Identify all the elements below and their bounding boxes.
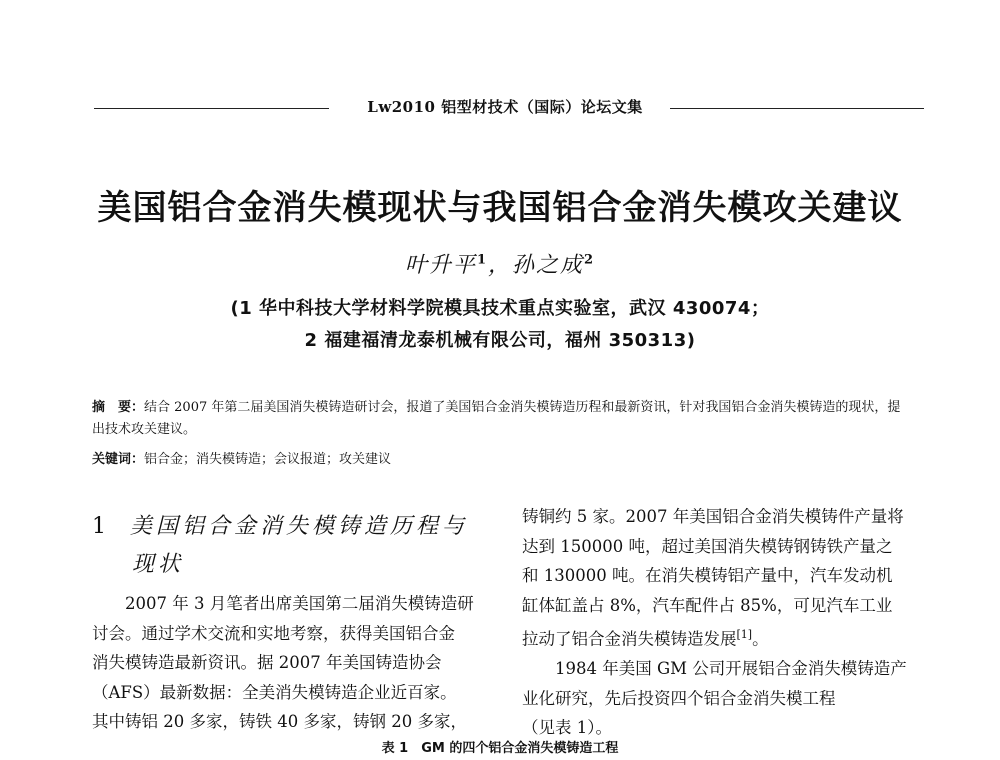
table-caption: 表 1 GM 的四个铝合金消失模铸造工程 [381,741,619,756]
author-2-affil-mark: 2 [584,252,596,268]
abstract [92,397,912,441]
section-title-line-1: 美国铝合金消失模铸造历程与 [130,514,469,539]
abstract-text: 结合 2007 年第二届美国消失模铸造研讨会，报道了美国铝合金消失模铸造历程和最新资讯，针对我国铝合金消失模铸造的现状，提出技术攻关建议。 [92,400,901,437]
body-line: 1984 年美国 GM 公司开展铝合金消失模铸造产 [555,659,907,678]
section-1-heading [92,508,512,584]
header-rule-left [94,108,329,109]
body-column-left [92,589,492,737]
body-line: 缸体缸盖占 8%，汽车配件占 85%，可见汽车工业 [522,595,893,615]
author-1: 叶升平 [404,253,477,278]
body-line-text: 拉动了铝合金消失模铸造发展 [522,629,737,649]
paper-title: 美国铝合金消失模现状与我国铝合金消失模攻关建议 [97,188,903,228]
authors [0,248,1000,279]
body-line: （见表 1）。 [522,718,612,737]
header-rule-right [670,108,924,109]
author-2: 孙之成 [512,253,585,278]
body-line: 和 130000 吨。在消失模铸铝产量中，汽车发动机 [522,566,893,585]
running-header-text: Lw2010 铝型材技术（国际）论坛文集 [367,98,643,116]
author-1-affil-mark: 1 [476,252,488,268]
keywords-text: 铝合金；消失模铸造；会议报道；攻关建议 [144,452,392,467]
body-line: 达到 150000 吨，超过美国消失模铸钢铸铁产量之 [522,536,893,556]
citation-ref: [1] [736,628,753,641]
body-line: 其中铸铝 20 多家，铸铁 40 多家，铸钢 20 多家， [92,712,467,731]
author-separator: ， [487,253,512,278]
section-title-line-2: 现状 [132,552,185,577]
body-column-right [522,502,922,743]
abstract-label: 摘 要： [92,400,145,415]
section-number: 1 [92,514,110,539]
body-line: 2007 年 3 月笔者出席美国第二届消失模铸造研 [125,594,474,613]
body-line: 消失模铸造最新资讯。据 2007 年美国铸造协会 [92,653,442,672]
body-line [522,620,922,654]
body-line: 铸铜约 5 家。2007 年美国铝合金消失模铸件产量将 [522,507,904,526]
body-line: （AFS）最新数据：全美消失模铸造企业近百家。 [92,682,457,702]
keywords-label: 关键词： [92,452,145,467]
keywords [92,449,912,471]
running-header [94,96,924,120]
affiliation-line-1: (1 华中科技大学材料学院模具技术重点实验室，武汉 430074； [230,298,770,319]
affiliation-line-2: 2 福建福清龙泰机械有限公司，福州 350313) [304,330,696,351]
body-line-end: 。 [752,629,769,649]
body-line: 业化研究，先后投资四个铝合金消失模工程 [522,688,836,708]
body-line: 讨会。通过学术交流和实地考察，获得美国铝合金 [92,623,455,643]
